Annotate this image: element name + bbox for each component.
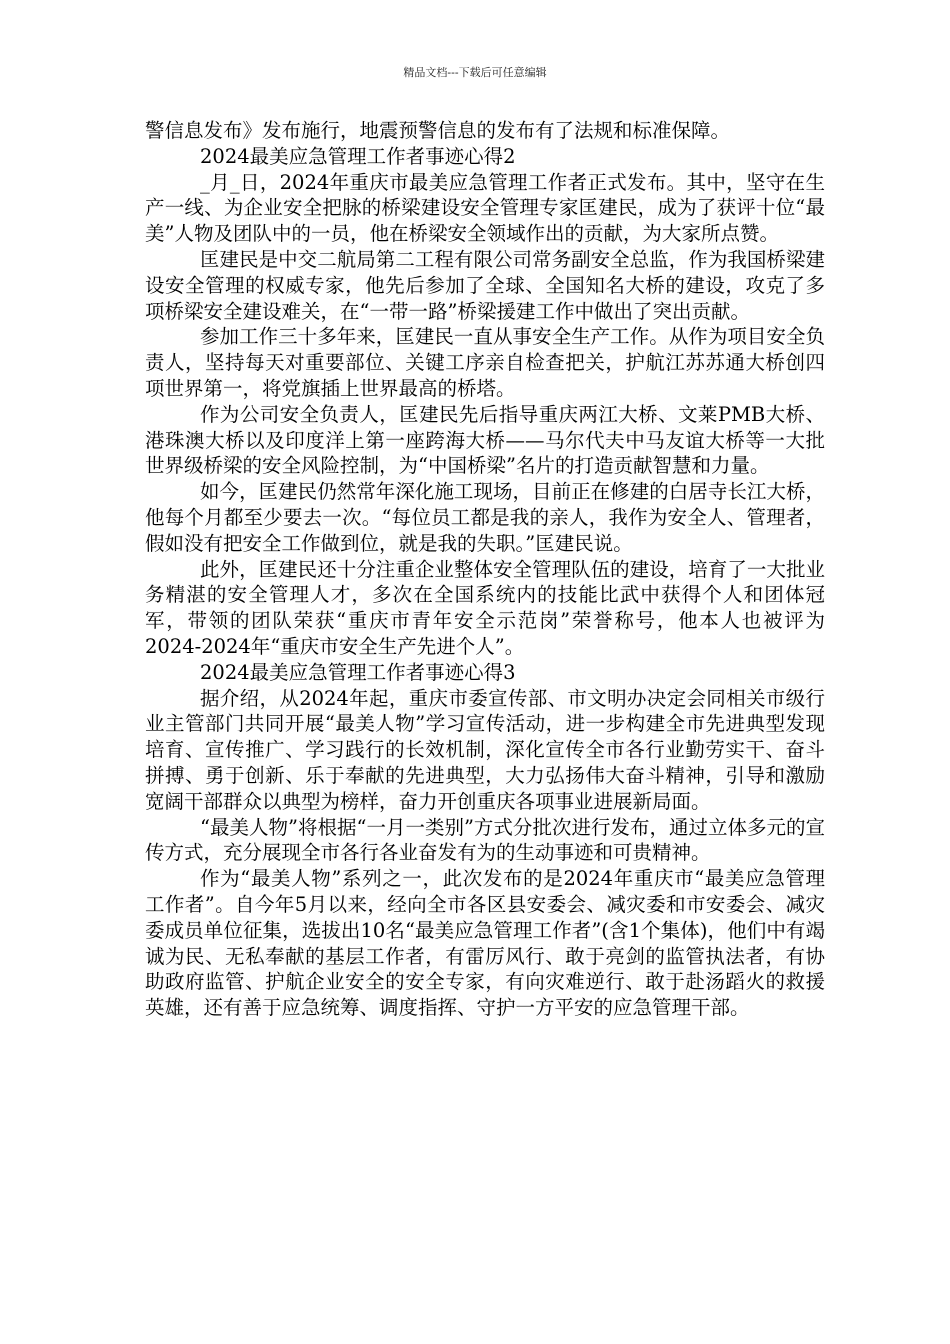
page-header: 精品文档---下载后可任意编辑: [403, 66, 547, 79]
paragraph: 警信息发布》发布施行，地震预警信息的发布有了法规和标准保障。: [145, 119, 731, 142]
paragraph: 匡建民是中交二航局第二工程有限公司常务副安全总监，作为我国桥梁建设安全管理的权威专家，他先后参加了全球、全国知名大桥的建设，攻克了多项桥梁安全建设难关，在“一带一路”桥梁援建工作中做出了突出贡献。: [145, 247, 825, 323]
paragraph: “最美人物”将根据“一月一类别”方式分批次进行发布，通过立体多元的宣传方式，充分展现全市各行各业奋发有为的生动事迹和可贵精神。: [145, 815, 825, 865]
paragraph: 参加工作三十多年来，匡建民一直从事安全生产工作。从作为项目安全负责人，坚持每天对重要部位、关键工序亲自检查把关，护航江苏苏通大桥创四项世界第一，将党旗插上世界最高的桥塔。: [145, 325, 825, 400]
paragraph: 作为公司安全负责人，匡建民先后指导重庆两江大桥、文莱PMB大桥、港珠澳大桥以及印度洋上第一座跨海大桥——马尔代夫中马友谊大桥等一大批世界级桥梁的安全风险控制，为“中国桥梁”名片的打造贡献智慧和力量。: [145, 402, 825, 478]
paragraph: 此外，匡建民还十分注重企业整体安全管理队伍的建设，培育了一大批业务精湛的安全管理人才，多次在全国系统内的技能比武中获得个人和团体冠军，带领的团队荣获“重庆市青年安全示范岗”荣誉称号，他本人也被评为2024-2024年“重庆市安全生产先进个人”。: [145, 557, 825, 658]
document-body: [145, 118, 825, 1021]
paragraph: 据介绍，从2024年起，重庆市委宣传部、市文明办决定会同相关市级行业主管部门共同开展“最美人物”学习宣传活动，进一步构建全市先进典型发现培育、宣传推广、学习践行的长效机制，深化宣传全市各行业勤劳实干、奋斗拼搏、勇于创新、乐于奉献的先进典型，大力弘扬伟大奋斗精神，引导和激励宽阔干部群众以典型为榜样，奋力开创重庆各项事业进展新局面。: [145, 686, 825, 813]
paragraph: _月_日，2024年重庆市最美应急管理工作者正式发布。其中，坚守在生产一线、为企业安全把脉的桥梁建设安全管理专家匡建民，成为了获评十位“最美”人物及团队中的一员，他在桥梁安全领域作出的贡献，为大家所点赞。: [145, 170, 825, 246]
section-heading: 2024最美应急管理工作者事迹心得3: [200, 660, 516, 684]
paragraph: 作为“最美人物”系列之一，此次发布的是2024年重庆市“最美应急管理工作者”。自今年5月以来，经向全市各区县安委会、减灾委和市安委会、减灾委成员单位征集，选拔出10名“最美应急管理工作者”(含1个集体)，他们中有竭诚为民、无私奉献的基层工作者，有雷厉风行、敢于亮剑的监管执法者，有协助政府监管、护航企业安全的安全专家，有向灾难逆行、敢于赴汤蹈火的救援英雄，还有善于应急统筹、调度指挥、守护一方平安的应急管理干部。: [145, 867, 825, 1020]
paragraph: 如今，匡建民仍然常年深化施工现场，目前正在修建的白居寺长江大桥，他每个月都至少要去一次。“每位员工都是我的亲人，我作为安全人、管理者，假如没有把安全工作做到位，就是我的失职。”匡建民说。: [145, 480, 825, 555]
section-heading: 2024最美应急管理工作者事迹心得2: [200, 144, 516, 168]
